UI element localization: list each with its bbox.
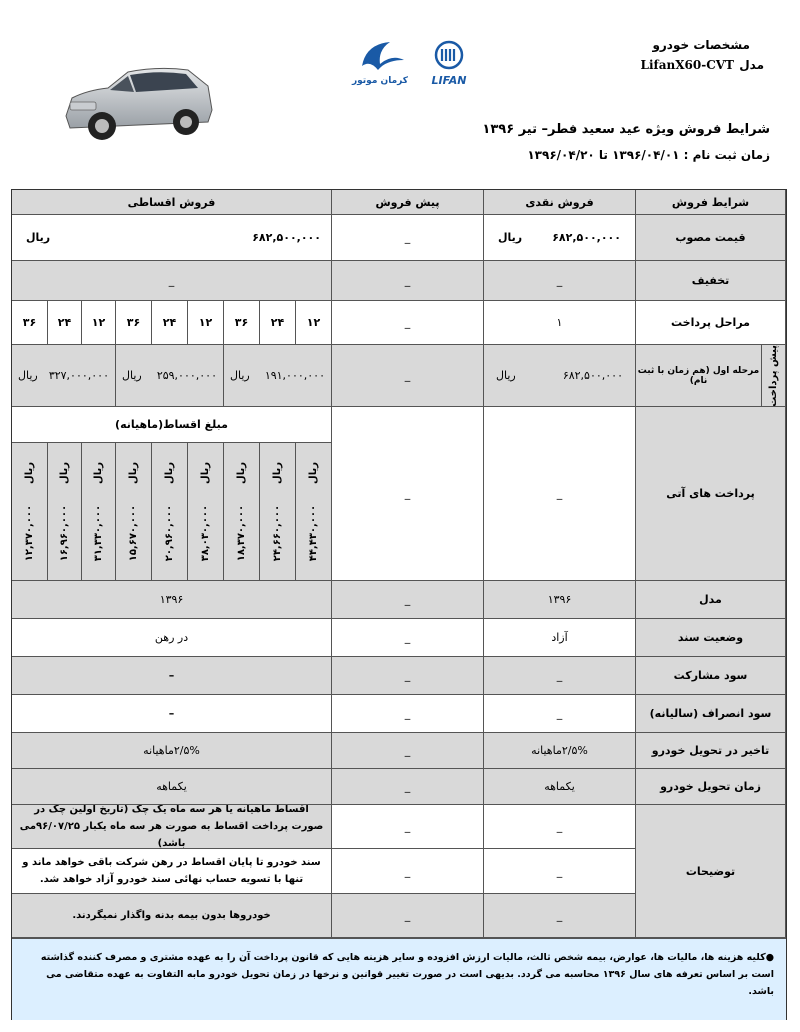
row-label-delivery: زمان تحویل خودرو [636, 769, 786, 805]
row-label-stages: مراحل پرداخت [636, 301, 786, 345]
notes-installment: سند خودرو تا پایان اقساط در رهن شرکت باقی خواهد ماند و تنها با تسویه حساب نهائی سند خودرو آزاد خواهد شد. [12, 849, 332, 894]
partnership-cash: _ [484, 657, 636, 695]
prepay-presale: _ [332, 345, 484, 407]
stage-month: ۱۲ [188, 301, 224, 345]
prepay-inst-unit: ریال [18, 369, 38, 382]
prepay-group-label: پیش پرداخت [762, 345, 786, 407]
stages-presale: _ [332, 301, 484, 345]
prepay-inst-unit: ریال [230, 369, 250, 382]
notes-cash: _ [484, 894, 636, 938]
delay-installment: ۲/۵%ماهیانه [12, 733, 332, 769]
row-label-price: قیمت مصوب [636, 215, 786, 261]
notes-installment: اقساط ماهیانه یا هر سه ماه یک چک (تاریخ اولین چک در صورت پرداخت اقساط به صورت هر سه ماه یکبار ۹۶/۰۷/۲۵می باشد) [12, 805, 332, 849]
row-label-model: مدل [636, 581, 786, 619]
prepay-inst-12 [224, 345, 332, 407]
stage-month: ۲۴ [260, 301, 296, 345]
monthly-installment-cell [152, 443, 188, 581]
reg-to: ۱۳۹۶/۰۴/۲۰ [527, 148, 595, 162]
monthly-amount: ریال ۳۱,۳۳۰,۰۰۰ [93, 461, 104, 562]
stage-month: ۳۶ [224, 301, 260, 345]
discount-installment: _ [12, 261, 332, 301]
kerman-motor-logo [351, 38, 408, 88]
price-inst-unit: ریال [26, 231, 51, 244]
lifan-text: LIFAN [431, 74, 467, 87]
monthly-installment-title: مبلغ اقساط(ماهیانه) [12, 407, 332, 443]
monthly-amount: ریال ۱۲,۳۷۰,۰۰۰ [24, 461, 35, 562]
registration-line [527, 148, 770, 162]
cancel-cash: _ [484, 695, 636, 733]
monthly-amount: ریال ۴۴,۴۳۰,۰۰۰ [308, 461, 319, 562]
row-label-discount: تخفیف [636, 261, 786, 301]
monthly-installment-cell [260, 443, 296, 581]
row-label-doc: وضعیت سند [636, 619, 786, 657]
notes-cash: _ [484, 805, 636, 849]
reg-label: زمان ثبت نام : [683, 148, 770, 162]
doc-cash: آزاد [484, 619, 636, 657]
delay-cash: ۲/۵%ماهیانه [484, 733, 636, 769]
col-header-cash: فروش نقدی [484, 190, 636, 215]
footer-note: ●کلیه هزینه ها، مالیات ها، عوارض، بیمه شخص ثالث، مالیات ارزش افزوده و سایر هزینه هایی که قانون پرداخت آن را به عهده مشتری و مصرف کننده گذاشته است بر اساس تعرفه های سال ۱۳۹۶ محاسبه می گردد. بدیهی است در صورت تغییر قوانین و نرخها در زمان تحویل خودرو مابه التفاوت به عهده متقاضی می باشد. [12, 938, 786, 1020]
row-label-notes: توضیحات [636, 805, 786, 938]
reg-from: ۱۳۹۶/۰۴/۰۱ [612, 148, 680, 162]
price-cash-unit: ریال [498, 231, 523, 244]
stage-month: ۱۲ [296, 301, 332, 345]
discount-cash: _ [484, 261, 636, 301]
monthly-installment-cell [296, 443, 332, 581]
prepay-cash-unit: ریال [496, 369, 516, 382]
col-header-installment: فروش اقساطی [12, 190, 332, 215]
notes-presale: _ [332, 894, 484, 938]
price-installment [12, 215, 332, 261]
delivery-installment: یکماهه [12, 769, 332, 805]
kerman-motor-text: کرمان موتور [351, 76, 408, 86]
specs-title: مشخصات خودرو [652, 38, 750, 52]
price-presale: _ [332, 215, 484, 261]
monthly-amount: ریال ۱۵,۶۷۰,۰۰۰ [128, 461, 139, 562]
model-label: مدل [739, 58, 764, 72]
notes-cash: _ [484, 849, 636, 894]
stages-cash: ۱ [484, 301, 636, 345]
model-cash: ۱۳۹۶ [484, 581, 636, 619]
prepay-inst-36 [12, 345, 116, 407]
prepay-inst-value: ۱۹۱,۰۰۰,۰۰۰ [264, 369, 325, 382]
row-label-cancel: سود انصراف (سالیانه) [636, 695, 786, 733]
delivery-cash: یکماهه [484, 769, 636, 805]
reg-to-word: تا [598, 148, 608, 162]
prepay-inst-24 [116, 345, 224, 407]
stage-month: ۲۴ [48, 301, 82, 345]
sale-title: شرایط فروش ویژه عید سعید فطر– تیر ۱۳۹۶ [482, 122, 770, 137]
doc-installment: در رهن [12, 619, 332, 657]
col-header-presale: پیش فروش [332, 190, 484, 215]
future-cash: _ [484, 407, 636, 581]
model-value: LifanX60-CVT [640, 58, 734, 72]
monthly-amount: ریال ۲۴,۶۶۰,۰۰۰ [272, 461, 283, 562]
stage-month: ۳۶ [116, 301, 152, 345]
model-presale: _ [332, 581, 484, 619]
doc-presale: _ [332, 619, 484, 657]
prepay-cash [484, 345, 636, 407]
monthly-installment-cell [116, 443, 152, 581]
delivery-presale: _ [332, 769, 484, 805]
stage-month: ۲۴ [152, 301, 188, 345]
sales-conditions-table [11, 189, 787, 1020]
monthly-amount: ریال ۱۸,۳۷۰,۰۰۰ [236, 461, 247, 562]
monthly-installment-cell [224, 443, 260, 581]
monthly-installment-cell [12, 443, 48, 581]
monthly-amount: ریال ۲۰,۹۶۰,۰۰۰ [164, 461, 175, 562]
partnership-presale: _ [332, 657, 484, 695]
lifan-logo [424, 40, 474, 88]
row-label-prepay: مرحله اول (هم زمان با ثبت نام) [636, 345, 762, 407]
notes-installment: خودروها بدون بیمه بدنه واگذار نمیگردند. [12, 894, 332, 938]
notes-presale: _ [332, 805, 484, 849]
delay-presale: _ [332, 733, 484, 769]
cancel-installment: – [12, 695, 332, 733]
price-cash [484, 215, 636, 261]
monthly-amount: ریال ۳۸,۰۳۰,۰۰۰ [200, 461, 211, 562]
prepay-inst-unit: ریال [122, 369, 142, 382]
future-presale: _ [332, 407, 484, 581]
prepay-inst-value: ۳۲۷,۰۰۰,۰۰۰ [48, 369, 109, 382]
notes-presale: _ [332, 849, 484, 894]
model-installment: ۱۳۹۶ [12, 581, 332, 619]
stage-month: ۳۶ [12, 301, 48, 345]
monthly-installment-cell [82, 443, 116, 581]
monthly-installment-cell [48, 443, 82, 581]
monthly-amount: ریال ۱۶,۹۶۰,۰۰۰ [59, 461, 70, 562]
discount-presale: _ [332, 261, 484, 301]
prepay-cash-value: ۶۸۲,۵۰۰,۰۰۰ [562, 369, 623, 382]
car-image [58, 58, 218, 146]
prepay-inst-value: ۲۵۹,۰۰۰,۰۰۰ [156, 369, 217, 382]
price-inst-value: ۶۸۲,۵۰۰,۰۰۰ [252, 231, 321, 244]
cancel-presale: _ [332, 695, 484, 733]
row-label-partnership: سود مشارکت [636, 657, 786, 695]
price-cash-value: ۶۸۲,۵۰۰,۰۰۰ [552, 231, 621, 244]
row-label-delay: تاخیر در تحویل خودرو [636, 733, 786, 769]
col-header-conditions: شرایط فروش [636, 190, 786, 215]
stage-month: ۱۲ [82, 301, 116, 345]
monthly-installment-cell [188, 443, 224, 581]
row-label-future: پرداخت های آتی [636, 407, 786, 581]
partnership-installment: – [12, 657, 332, 695]
